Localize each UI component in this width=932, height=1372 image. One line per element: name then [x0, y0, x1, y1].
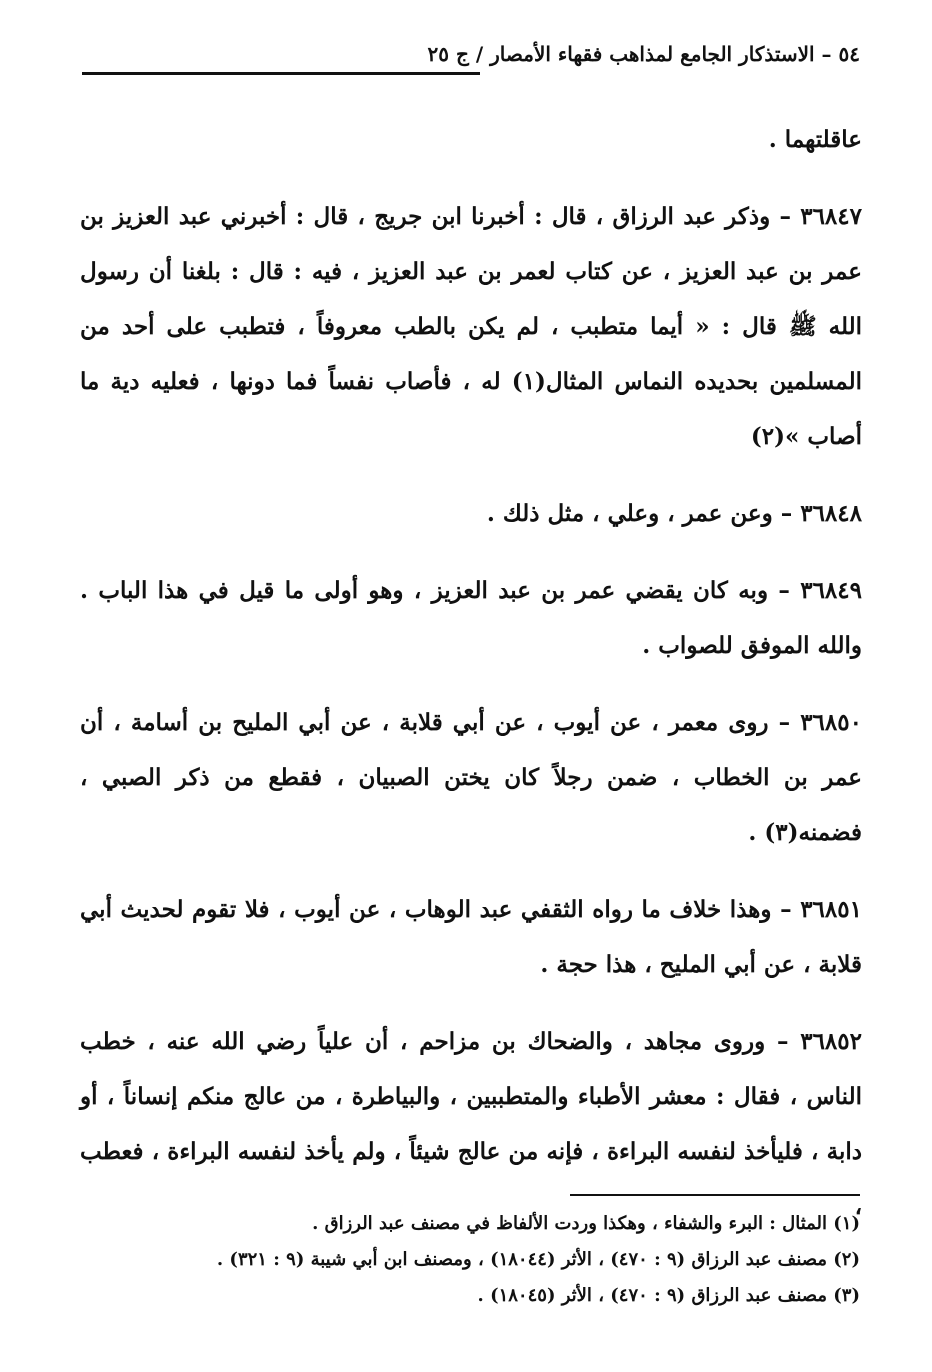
paragraph-number: ٣٦٨٥٢ — [800, 1028, 862, 1055]
paragraph-number: ٣٦٨٥٠ — [800, 709, 862, 736]
paragraph-36848 — [80, 486, 862, 541]
paragraph-text: – وروى مجاهد ، والضحاك بن مزاحم ، أن علياً رضي الله عنه ، خطب الناس ، فقال : معشر الأطباء والمتطببين ، والبياطرة ، من عالج منكم إنساناً ، أو دابة ، فليأخذ لنفسه البراءة ، فإنه من عالج شيئاً ، ولم يأخذ لنفسه البراءة ، فعطب ، — [80, 1028, 862, 1220]
paragraph-36847 — [80, 189, 862, 464]
header-rule — [82, 72, 480, 75]
footnote-2: (٢) مصنف عبد الرزاق (٩ : ٤٧٠) ، الأثر (١٨٠٤٤) ، ومصنف ابن أبي شيبة (٩ : ٣٢١) . — [216, 1249, 860, 1270]
running-head: ٥٤ – الاستذكار الجامع لمذاهب فقهاء الأمصار / ج ٢٥ — [427, 42, 860, 66]
paragraph-number: ٣٦٨٤٧ — [800, 203, 862, 230]
footnote-3: (٣) مصنف عبد الرزاق (٩ : ٤٧٠) ، الأثر (١٨٠٤٥) . — [477, 1285, 860, 1306]
main-text — [80, 112, 862, 1256]
opening-line: عاقلتهما . — [768, 126, 862, 153]
paragraph-number: ٣٦٨٤٩ — [800, 577, 862, 604]
paragraph-number: ٣٦٨٥١ — [800, 896, 862, 923]
paragraph-text: – وبه كان يقضي عمر بن عبد العزيز ، وهو أولى ما قيل في هذا الباب . والله الموفق للصواب . — [80, 577, 862, 659]
footnotes — [70, 1206, 860, 1314]
paragraph-36851 — [80, 882, 862, 992]
paragraph-text: – وعن عمر ، وعلي ، مثل ذلك . — [486, 500, 793, 527]
paragraph-text: – وذكر عبد الرزاق ، قال : أخبرنا ابن جريج ، قال : أخبرني عبد العزيز بن عمر بن عبد العزيز ، عن كتاب لعمر بن عبد العزيز ، فيه : قال : بلغنا أن رسول الله ﷺ قال : « أيما متطبب ، لم يكن بالطب معروفاً ، فتطبب على أحد من المسلمين بحديده النماس المثال(١) له ، فأصاب نفساً فما دونها ، فعليه دية ما أصاب »(٢) — [80, 203, 862, 450]
paragraph-text: – وهذا خلاف ما رواه الثقفي عبد الوهاب ، عن أيوب ، فلا تقوم لحديث أبي قلابة ، عن أبي المليح ، هذا حجة . — [80, 896, 862, 978]
paragraph-number: ٣٦٨٤٨ — [800, 500, 862, 527]
paragraph-36852 — [80, 1014, 862, 1234]
paragraph-36849 — [80, 563, 862, 673]
paragraph-text: – روى معمر ، عن أيوب ، عن أبي قلابة ، عن أبي المليح بن أسامة ، أن عمر بن الخطاب ، ضمن رجلاً كان يختن الصبيان ، فقطع من ذكر الصبي ، فضمنه(٣) . — [80, 709, 862, 846]
paragraph-36850 — [80, 695, 862, 860]
footnote-rule — [570, 1194, 860, 1196]
footnote-1: (١) المثال : البرء والشفاء ، وهكذا وردت الألفاظ في مصنف عبد الرزاق . — [312, 1213, 860, 1234]
